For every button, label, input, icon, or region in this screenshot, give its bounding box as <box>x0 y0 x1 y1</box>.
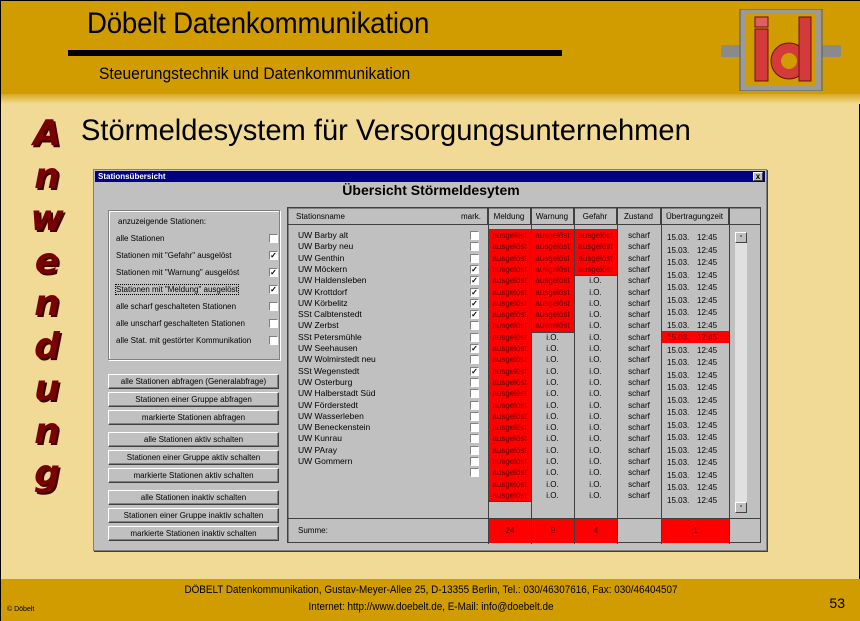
timestamp-time: 12:45 <box>697 233 718 242</box>
timestamp-date: 15.03. <box>667 333 690 342</box>
side-word-anwendung <box>27 113 67 496</box>
zustand-cell: scharf <box>628 231 650 240</box>
timestamp-date: 15.03. <box>667 470 690 480</box>
vertical-scrollbar[interactable] <box>735 233 747 513</box>
station-name[interactable]: UW Barby alt <box>298 230 349 240</box>
timestamp-date: 15.03. <box>667 345 690 355</box>
meldung-cell: ausgelöst <box>492 231 527 240</box>
header-zustand[interactable]: Zustand <box>617 208 661 225</box>
timestamp-date: 15.03. <box>667 445 690 455</box>
mark-checkbox[interactable] <box>470 333 479 342</box>
meldung-cell: ausgelöst <box>492 321 527 331</box>
action-button[interactable]: Stationen einer Gruppe abfragen <box>108 392 279 407</box>
footer-contact: Internet: http://www.doebelt.de, E-Mail: info@doebelt.de <box>308 601 554 613</box>
gefahr-cell: i.O. <box>589 344 602 353</box>
station-name[interactable]: UW Möckern <box>298 263 348 274</box>
timestamp-time: 12:45 <box>697 320 718 330</box>
gefahr-cell: i.O. <box>589 366 602 376</box>
zustand-cell: scharf <box>628 434 650 444</box>
station-name[interactable]: UW Barby neu <box>298 241 354 252</box>
header-uebertragungzeit[interactable]: Übertragungzeit <box>661 208 729 225</box>
timestamp-date: 15.03. <box>667 420 690 430</box>
meldung-cell: ausgelöst <box>492 490 527 500</box>
filter-option-label: Stationen mit "Warnung" ausgelöst <box>116 268 240 277</box>
zustand-cell: scharf <box>628 479 650 489</box>
id-logo-icon <box>721 9 841 91</box>
station-name[interactable]: UW PAray <box>298 444 338 455</box>
timestamp-date: 15.03. <box>667 233 690 242</box>
timestamp-time: 12:45 <box>697 445 718 455</box>
side-letter: A <box>33 113 61 154</box>
warnung-cell: i.O. <box>546 479 559 489</box>
window-title: Stationsübersicht <box>98 172 166 181</box>
side-letter: n <box>34 155 60 197</box>
mark-checkbox[interactable] <box>470 231 479 240</box>
station-name[interactable]: UW Osterburg <box>298 376 353 387</box>
gefahr-cell: i.O. <box>589 310 602 320</box>
filter-checkbox[interactable] <box>269 302 278 311</box>
meldung-cell: ausgelöst <box>492 298 527 308</box>
meldung-cell: ausgelöst <box>492 457 527 466</box>
gefahr-cell: i.O. <box>589 411 602 421</box>
timestamp-date: 15.03. <box>667 295 690 305</box>
page-title: Störmeldesystem für Versorgungsunternehmen <box>81 114 691 147</box>
filter-option[interactable] <box>116 335 276 348</box>
meldung-cell: ausgelöst <box>492 468 527 478</box>
timestamp-date: 15.03. <box>667 283 690 292</box>
station-name[interactable]: SSt Wegenstedt <box>298 365 360 376</box>
gefahr-cell: ausgelöst <box>578 264 613 274</box>
side-letter: e <box>34 240 60 282</box>
warnung-cell: i.O. <box>546 490 559 500</box>
mark-checkbox[interactable] <box>470 468 479 477</box>
side-letter: w <box>30 198 64 239</box>
action-button[interactable]: markierte Stationen inaktiv schalten <box>108 526 279 541</box>
timestamp-time: 12:45 <box>697 408 718 417</box>
station-name[interactable]: UW Körbelitz <box>298 297 348 308</box>
gefahr-cell: i.O. <box>589 457 602 466</box>
filter-option[interactable] <box>116 284 276 297</box>
sum-meldung: 24 <box>489 519 531 543</box>
zustand-cell: scharf <box>628 400 650 410</box>
zustand-cell: scharf <box>628 355 650 365</box>
mark-checkbox[interactable]: ✓ <box>471 264 478 274</box>
timestamp-date: 15.03. <box>667 308 690 317</box>
meldung-cell: ausgelöst <box>492 377 527 387</box>
side-letter: d <box>34 325 60 367</box>
footer-address: DÖBELT Datenkommunikation, Gustav-Meyer-Allee 25, D-13355 Berlin, Tel.: 030/46307616, Fax: 030/46404507 <box>184 584 678 596</box>
sum-warnung: 9 <box>532 519 574 543</box>
zustand-cell: scharf <box>628 366 650 376</box>
company-tagline: Steuerungstechnik und Datenkommunikation <box>99 64 411 83</box>
gefahr-cell: i.O. <box>589 423 602 433</box>
gefahr-cell: i.O. <box>589 490 602 500</box>
station-name[interactable]: UW Genthin <box>298 252 345 263</box>
meldung-cell: ausgelöst <box>492 434 527 444</box>
header-gradient <box>1 94 860 104</box>
mark-checkbox[interactable] <box>470 446 479 455</box>
gefahr-cell: ausgelöst <box>578 253 613 263</box>
sum-zustand <box>618 519 661 543</box>
station-name[interactable]: SSt Calbtenstedt <box>298 309 362 320</box>
copyright: © Döbelt <box>7 606 35 613</box>
filter-checkbox[interactable] <box>269 319 278 328</box>
timestamp-time: 12:45 <box>697 295 718 305</box>
side-letter: n <box>34 283 60 324</box>
station-name[interactable]: UW Kunrau <box>298 433 342 444</box>
timestamp-date: 15.03. <box>667 258 690 267</box>
warnung-cell: i.O. <box>546 468 559 478</box>
action-button[interactable]: Stationen einer Gruppe inaktiv schalten <box>108 508 279 523</box>
zustand-cell: scharf <box>628 287 650 297</box>
zustand-cell: scharf <box>628 276 650 286</box>
warnung-cell: i.O. <box>546 457 559 466</box>
timestamp-date: 15.03. <box>667 358 690 367</box>
header-blank <box>729 208 760 225</box>
station-table <box>287 207 761 543</box>
gefahr-cell: ausgelöst <box>578 231 613 240</box>
timestamp-date: 15.03. <box>667 245 690 255</box>
station-name[interactable]: SSt Petersmühle <box>298 331 362 342</box>
timestamp-time: 12:45 <box>697 358 718 367</box>
filter-option[interactable] <box>116 250 276 263</box>
timestamp-date: 15.03. <box>667 270 690 280</box>
warnung-cell: i.O. <box>546 366 559 376</box>
warnung-cell: ausgelöst <box>535 298 570 308</box>
overview-title: Übersicht Störmeldesytem <box>342 182 520 198</box>
timestamp-time: 12:45 <box>697 495 718 505</box>
warnung-cell: ausgelöst <box>535 287 570 297</box>
meldung-cell: ausgelöst <box>492 479 527 489</box>
warnung-cell: i.O. <box>546 411 559 421</box>
meldung-cell: ausgelöst <box>492 332 527 342</box>
action-button[interactable]: alle Stationen aktiv schalten <box>108 432 279 447</box>
station-name[interactable]: UW Förderstedt <box>298 399 358 410</box>
gefahr-cell: i.O. <box>589 332 602 342</box>
timestamp-time: 12:45 <box>697 383 718 392</box>
warnung-cell: ausgelöst <box>535 264 570 274</box>
filter-checkbox[interactable] <box>269 234 278 243</box>
warnung-cell: i.O. <box>546 332 559 342</box>
filter-option-label: alle Stationen <box>116 234 165 243</box>
meldung-cell: ausgelöst <box>492 355 527 365</box>
filter-option[interactable] <box>116 301 276 314</box>
zustand-cell: scharf <box>628 242 650 252</box>
title-divider <box>68 50 562 56</box>
action-button[interactable]: Stationen einer Gruppe aktiv schalten <box>108 450 279 465</box>
mark-checkbox[interactable] <box>470 457 479 466</box>
zustand-cell: scharf <box>628 445 650 455</box>
zustand-cell: scharf <box>628 411 650 421</box>
side-letter: n <box>34 410 60 452</box>
timestamp-time: 12:45 <box>697 308 718 317</box>
meldung-cell: ausgelöst <box>492 344 527 353</box>
filter-option[interactable] <box>116 267 276 280</box>
gefahr-cell: i.O. <box>589 321 602 331</box>
footer-bar <box>1 579 860 621</box>
warnung-cell: i.O. <box>546 400 559 410</box>
filter-option-label: Stationen mit "Meldung" ausgelöst <box>116 285 238 294</box>
column-divider <box>729 208 730 544</box>
zustand-cell: scharf <box>628 377 650 387</box>
warnung-cell: ausgelöst <box>535 310 570 320</box>
warnung-cell: i.O. <box>546 445 559 455</box>
warnung-cell: ausgelöst <box>535 242 570 252</box>
timestamp-date: 15.03. <box>667 395 690 405</box>
zustand-cell: scharf <box>628 264 650 274</box>
zustand-cell: scharf <box>628 298 650 308</box>
zustand-cell: scharf <box>628 344 650 353</box>
timestamp-date: 15.03. <box>667 433 690 442</box>
gefahr-cell: i.O. <box>589 377 602 387</box>
action-button[interactable]: alle Stationen abfragen (Generalabfrage) <box>108 374 279 389</box>
gefahr-cell: i.O. <box>589 355 602 365</box>
meldung-cell: ausgelöst <box>492 287 527 297</box>
timestamp-date: 15.03. <box>667 483 690 492</box>
meldung-cell: ausgelöst <box>492 264 527 274</box>
zustand-cell: scharf <box>628 457 650 466</box>
mark-checkbox[interactable] <box>470 378 479 387</box>
warnung-cell: i.O. <box>546 344 559 353</box>
meldung-cell: ausgelöst <box>492 242 527 252</box>
warnung-cell: i.O. <box>546 355 559 365</box>
station-filter-group <box>108 210 280 360</box>
timestamp-time: 12:45 <box>697 420 718 430</box>
zustand-cell: scharf <box>628 490 650 500</box>
timestamp-time: 12:45 <box>697 370 718 380</box>
timestamp-time: 12:45 <box>697 270 718 280</box>
filter-option-label: Stationen mit "Gefahr" ausgelöst <box>116 251 232 260</box>
meldung-cell: ausgelöst <box>492 389 527 399</box>
timestamp-time: 12:45 <box>697 470 718 480</box>
timestamp-time: 12:45 <box>697 258 718 267</box>
station-name[interactable]: UW Krottdorf <box>298 286 348 297</box>
timestamp-time: 12:45 <box>697 333 718 342</box>
station-name[interactable]: UW Haldensleben <box>298 275 367 286</box>
close-button[interactable] <box>753 172 763 181</box>
mark-checkbox[interactable] <box>470 254 479 263</box>
side-letter: g <box>34 453 60 494</box>
mark-checkbox[interactable] <box>470 412 479 421</box>
filter-option-label: alle unscharf geschalteten Stationen <box>116 319 245 328</box>
mark-checkbox[interactable]: ✓ <box>471 310 478 320</box>
gefahr-cell: i.O. <box>589 287 602 297</box>
zustand-cell: scharf <box>628 321 650 331</box>
timestamp-date: 15.03. <box>667 408 690 417</box>
warnung-cell: ausgelöst <box>535 321 570 331</box>
timestamp-time: 12:45 <box>697 433 718 442</box>
filter-option-label: alle scharf geschalteten Stationen <box>116 302 237 311</box>
warnung-cell: i.O. <box>546 423 559 433</box>
mark-checkbox[interactable] <box>470 423 479 432</box>
filter-checkbox[interactable]: ✓ <box>270 251 277 260</box>
mark-checkbox[interactable]: ✓ <box>471 276 478 286</box>
gefahr-cell: i.O. <box>589 389 602 399</box>
mark-checkbox[interactable] <box>470 355 479 364</box>
sum-label: Summe: <box>298 526 328 535</box>
column-divider <box>661 208 662 544</box>
gefahr-cell: i.O. <box>589 479 602 489</box>
header-gefahr[interactable]: Gefahr <box>574 208 617 225</box>
meldung-cell: ausgelöst <box>492 366 527 376</box>
gefahr-cell: i.O. <box>589 298 602 308</box>
side-letter: u <box>34 368 60 409</box>
meldung-cell: ausgelöst <box>492 310 527 320</box>
mark-checkbox[interactable]: ✓ <box>471 287 478 297</box>
filter-option[interactable] <box>116 318 276 331</box>
zustand-cell: scharf <box>628 332 650 342</box>
timestamp-time: 12:45 <box>697 458 718 467</box>
station-name[interactable]: UW Wasserleben <box>298 410 364 421</box>
timestamp-time: 12:45 <box>697 483 718 492</box>
gefahr-cell: i.O. <box>589 468 602 478</box>
station-name[interactable]: UW Gommern <box>298 456 353 466</box>
filter-checkbox[interactable]: ✓ <box>270 268 277 277</box>
mark-checkbox[interactable]: ✓ <box>471 298 478 308</box>
zustand-cell: scharf <box>628 253 650 263</box>
sum-gefahr: 4 <box>575 519 617 543</box>
header-warnung[interactable]: Warnung <box>531 208 574 225</box>
mark-checkbox[interactable] <box>470 321 479 330</box>
zustand-cell: scharf <box>628 468 650 478</box>
station-name[interactable]: UW Wolmirstedt neu <box>298 354 376 365</box>
header-bar <box>1 1 860 101</box>
scroll-down-button[interactable]: ▫ <box>735 502 747 513</box>
mark-checkbox[interactable] <box>470 389 479 398</box>
filter-option-label: alle Stat. mit gestörter Kommunikation <box>116 336 252 345</box>
warnung-cell: ausgelöst <box>535 253 570 263</box>
zustand-cell: scharf <box>628 423 650 433</box>
meldung-cell: ausgelöst <box>492 423 527 433</box>
window-titlebar[interactable] <box>95 171 765 182</box>
warnung-cell: i.O. <box>546 434 559 444</box>
station-name[interactable]: UW Zerbst <box>298 320 339 331</box>
warnung-cell: i.O. <box>546 377 559 387</box>
timestamp-time: 12:45 <box>697 345 718 355</box>
meldung-cell: ausgelöst <box>492 253 527 263</box>
station-name[interactable]: UW Beneckenstein <box>298 422 371 433</box>
mark-checkbox[interactable]: ✓ <box>471 344 478 353</box>
sum-zeit: 1 <box>662 519 729 543</box>
timestamp-time: 12:45 <box>697 395 718 405</box>
zustand-cell: scharf <box>628 310 650 320</box>
warnung-cell: i.O. <box>546 389 559 399</box>
page-number: 53 <box>829 595 845 611</box>
timestamp-date: 15.03. <box>667 495 690 505</box>
header-meldung[interactable]: Meldung <box>488 208 531 225</box>
warnung-cell: ausgelöst <box>535 231 570 240</box>
timestamp-time: 12:45 <box>697 283 718 292</box>
mark-checkbox[interactable] <box>470 401 479 410</box>
filter-checkbox[interactable] <box>269 336 278 345</box>
company-title: Döbelt Datenkommunikation <box>87 7 430 40</box>
mark-checkbox[interactable]: ✓ <box>471 366 478 376</box>
action-button[interactable]: alle Stationen inaktiv schalten <box>108 490 279 505</box>
meldung-cell: ausgelöst <box>492 276 527 286</box>
timestamp-date: 15.03. <box>667 320 690 330</box>
meldung-cell: ausgelöst <box>492 445 527 455</box>
gefahr-cell: i.O. <box>589 434 602 444</box>
meldung-cell: ausgelöst <box>492 411 527 421</box>
station-name[interactable]: UW Seehausen <box>298 343 358 353</box>
mark-checkbox[interactable] <box>470 434 479 443</box>
mark-checkbox[interactable] <box>470 242 479 251</box>
filter-checkbox[interactable]: ✓ <box>270 285 277 294</box>
timestamp-date: 15.03. <box>667 383 690 392</box>
close-icon: x <box>755 172 761 181</box>
stations-window <box>93 169 767 551</box>
gefahr-cell: i.O. <box>589 276 602 286</box>
filter-option[interactable] <box>116 233 276 246</box>
timestamp-date: 15.03. <box>667 370 690 380</box>
gefahr-cell: i.O. <box>589 445 602 455</box>
action-button[interactable]: markierte Stationen abfragen <box>108 410 279 425</box>
filter-heading: anzuzeigende Stationen: <box>118 217 207 226</box>
timestamp-date: 15.03. <box>667 458 690 467</box>
warnung-cell: ausgelöst <box>535 276 570 286</box>
zustand-cell: scharf <box>628 389 650 399</box>
action-button[interactable]: markierte Stationen aktiv schalten <box>108 468 279 483</box>
gefahr-cell: i.O. <box>589 400 602 410</box>
meldung-cell: ausgelöst <box>492 400 527 410</box>
timestamp-time: 12:45 <box>697 245 718 255</box>
scroll-up-button[interactable]: ▫ <box>735 232 747 243</box>
station-name[interactable]: UW Halberstadt Süd <box>298 388 376 399</box>
header-stationsname[interactable]: Stationsname mark. <box>288 208 488 225</box>
gefahr-cell: ausgelöst <box>578 242 613 252</box>
